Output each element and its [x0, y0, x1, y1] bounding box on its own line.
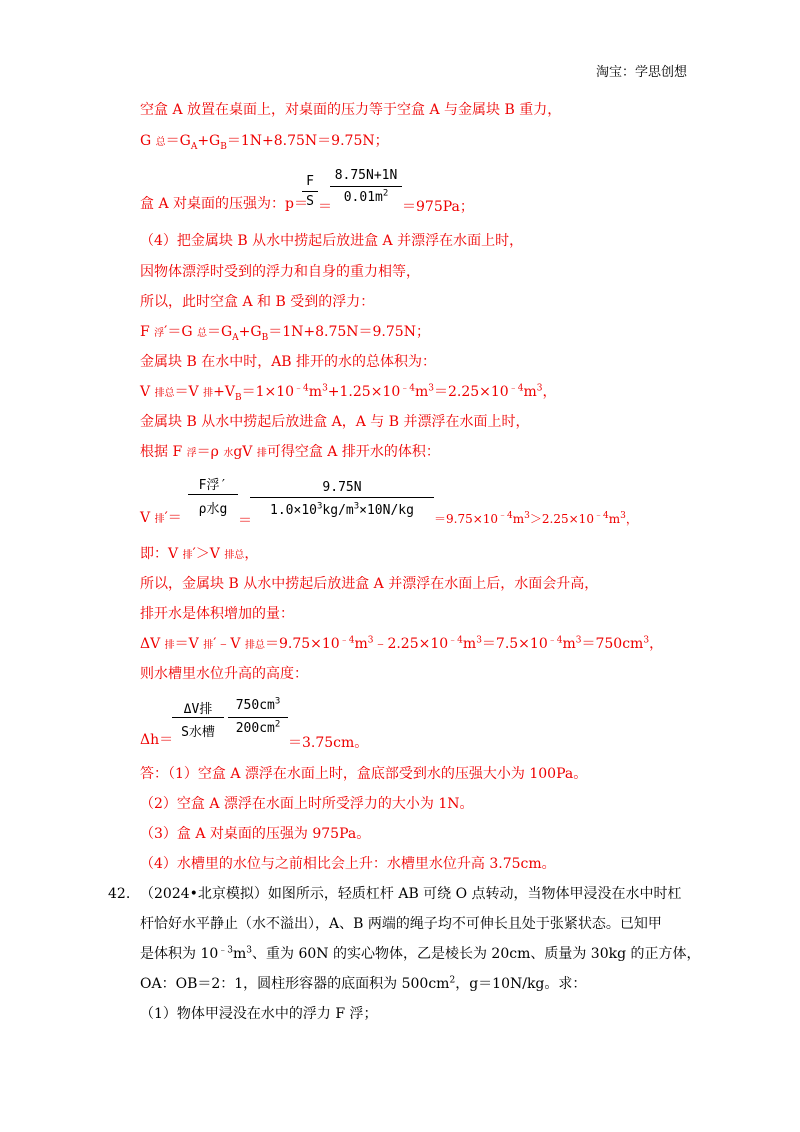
solution-line: 金属块 B 在水中时，AB 排开的水的总体积为： — [140, 354, 437, 370]
solution-line: G 总$=G_A+G_B=1N+8.75N=9.75N$； — [140, 133, 389, 152]
solution-line: ＝975Pa； — [402, 199, 474, 215]
solution-line: 即：V 排′＞V 排总， — [140, 546, 259, 562]
fraction-bar — [250, 497, 434, 498]
question-line: （2024•北京模拟）如图所示，轻质杠杆 AB 可绕 O 点转动，当物体甲浸没在水中时杠 — [140, 886, 682, 902]
fraction-denominator: S — [306, 194, 314, 209]
fraction-bar — [330, 186, 402, 187]
solution-line: 则水槽里水位升高的高度： — [140, 666, 308, 682]
fraction-denominator: $0.01m^2$ — [343, 188, 389, 205]
solution-line: ＝3.75cm。 — [288, 735, 369, 751]
answer-line: （3）盒 A 对桌面的压强为 975Pa。 — [140, 826, 371, 842]
solution-line: V 排′＝ — [140, 510, 182, 526]
fraction-bar — [172, 717, 224, 718]
solution-line: ΔV 排＝V 排′﹣V 排总$=9.75\times 10^{﹣4}m^3﹣2.25\times 10^{﹣4}m^3=7.5\times 10^{﹣4}m^3=750cm^3$， — [140, 635, 664, 652]
fraction-denominator: S水槽 — [181, 725, 215, 740]
question-line: （1）物体甲浸没在水中的浮力 F 浮； — [140, 1006, 378, 1022]
solution-line: 排开水是体积增加的量： — [140, 606, 294, 622]
solution-line: 所以，此时空盒 A 和 B 受到的浮力： — [140, 294, 375, 310]
fraction-numerator: $750cm^3$ — [235, 696, 281, 713]
fraction-numerator: 8.75N+1N — [334, 168, 398, 183]
solution-line: F 浮′＝G 总$=G_A+G_B=1N+8.75N=9.75N$； — [140, 324, 430, 343]
solution-line: 空盒 A 放置在桌面上，对桌面的压力等于空盒 A 与金属块 B 重力， — [140, 102, 562, 118]
fraction-numerator: 9.75N — [322, 480, 362, 495]
question-line: OA：OB＝2：1，圆柱形容器的底面积为 $500cm^2$，g＝10N/kg。求： — [140, 975, 587, 992]
fraction-denominator: $200cm^2$ — [235, 719, 281, 736]
fraction-denominator: ρ水g — [198, 502, 228, 517]
header-shop-label: 淘宝：学思创想 — [596, 65, 688, 80]
solution-line: Δh＝ — [140, 732, 174, 748]
solution-line: $=9.75\times 10^{﹣4}m^3>2.25\times 10^{﹣4}m^3$， — [434, 511, 638, 526]
solution-line: 金属块 B 从水中捞起后放进盒 A，A 与 B 并漂浮在水面上时， — [140, 414, 530, 430]
equals-sign: ＝ — [238, 513, 252, 529]
fraction-denominator: $1.0\times 10^3kg/m^3\times 10N/kg$ — [270, 501, 414, 518]
solution-line: 根据 F 浮＝ρ 水gV 排可得空盒 A 排开水的体积： — [140, 444, 440, 460]
solution-line: 所以，金属块 B 从水中捞起后放进盒 A 并漂浮在水面上后，水面会升高， — [140, 576, 599, 592]
answer-line: （2）空盒 A 漂浮在水面上时所受浮力的大小为 1N。 — [140, 796, 474, 812]
fraction-numerator: ΔV排 — [183, 702, 213, 717]
equals-sign: ＝ — [318, 199, 332, 215]
fraction-bar — [188, 494, 238, 495]
fraction-bar — [228, 717, 288, 718]
fraction-numerator: F浮′ — [198, 478, 228, 493]
solution-line: 盒 A 对桌面的压强为：p＝ — [140, 196, 308, 212]
question-line: 是体积为 $10^{﹣3}m^3$、重为 60N 的实心物体，乙是棱长为 20cm、质量为 30kg 的正方体， — [140, 945, 701, 962]
answer-line: 答：（1）空盒 A 漂浮在水面上时，盒底部受到水的压强大小为 100Pa。 — [140, 766, 588, 782]
solution-line: V 排总＝V 排$+V_B=1\times 10^{﹣4}m^3+1.25\times 10^{﹣4}m^3=2.25\times 10^{﹣4}m^3$， — [140, 383, 557, 403]
solution-line: （4）把金属块 B 从水中捞起后放进盒 A 并漂浮在水面上时， — [140, 233, 524, 249]
question-number: 42. — [108, 886, 131, 902]
answer-line: （4）水槽里的水位与之前相比会上升：水槽里水位升高 3.75cm。 — [140, 856, 556, 872]
fraction-numerator: F — [306, 174, 314, 189]
fraction-bar — [302, 191, 318, 192]
question-line: 杆恰好水平静止（水不溢出），A、B 两端的绳子均不可伸长且处于张紧状态。已知甲 — [140, 916, 662, 932]
solution-line: 因物体漂浮时受到的浮力和自身的重力相等， — [140, 264, 420, 280]
